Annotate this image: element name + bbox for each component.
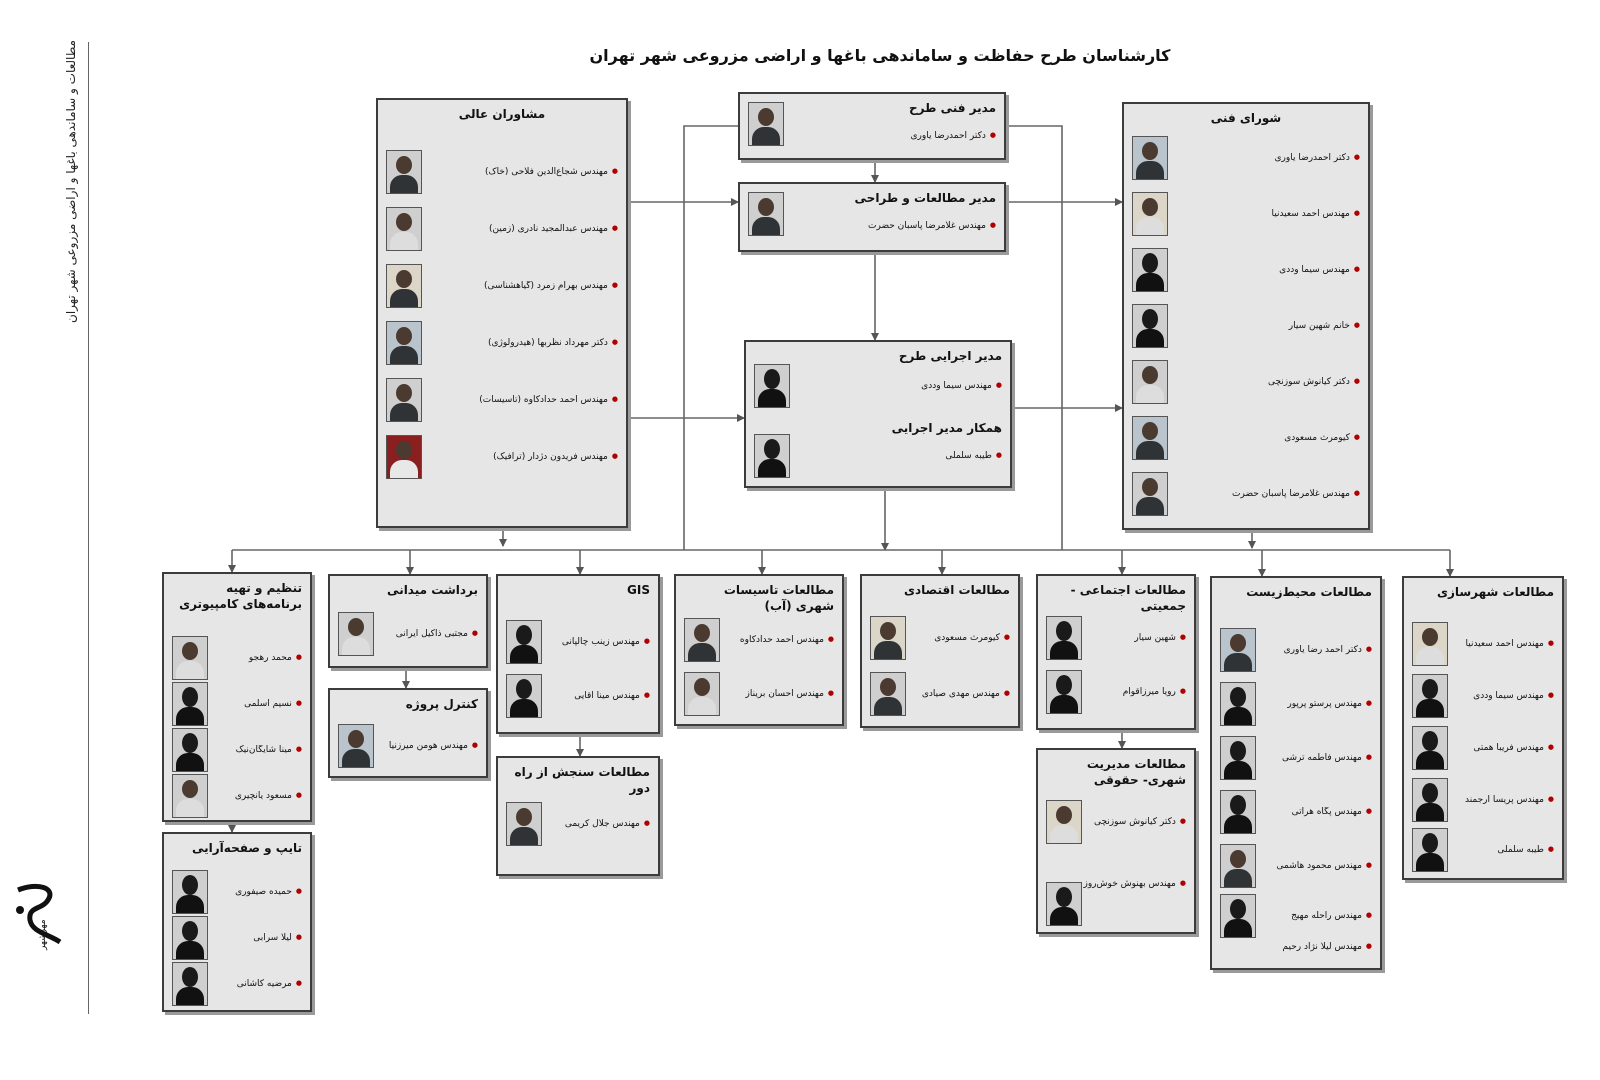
member-name: ● دکتر احمدرضا یاوری xyxy=(1168,153,1362,163)
tech-council-box xyxy=(1122,102,1370,530)
member-name: ● مهندس سیما وددی xyxy=(790,381,1004,391)
member-name: ● مهندس سیما وددی xyxy=(1168,265,1362,275)
member-name: ● دکتر کیانوش سوزنچی xyxy=(1168,377,1362,387)
member-name: ● طیبه سلملی xyxy=(1448,845,1556,855)
member-name: ● مهندس بهرام زمرد (گیاهشناسی) xyxy=(422,281,620,291)
photo xyxy=(1220,682,1256,726)
urban-planning-box xyxy=(1402,576,1564,880)
member-name: ● مهندس پریسا ارجمند xyxy=(1448,795,1556,805)
member-name: ● مهندس زینب چالپانی xyxy=(542,637,652,647)
side-caption: مطالعات و ساماندهی باغها و اراضی مزروعی شهر تهران xyxy=(64,40,78,323)
advisors-box xyxy=(376,98,628,528)
member-name: ● دکتر کیانوش سوزنچی xyxy=(1082,817,1188,827)
photo xyxy=(1046,882,1082,926)
photo xyxy=(506,674,542,718)
photo xyxy=(506,802,542,846)
photo xyxy=(1046,800,1082,844)
photo xyxy=(386,321,422,365)
member-name: ● کیومرث مسعودی xyxy=(906,633,1012,643)
photo xyxy=(870,672,906,716)
member-name: ● مهندس شجاع‌الدین فلاحی (خاک) xyxy=(422,167,620,177)
photo xyxy=(1132,472,1168,516)
photo xyxy=(172,728,208,772)
member-name: ● مهندس احمد حدادکاوه (تاسیسات) xyxy=(422,395,620,405)
urban-planning-title: مطالعات شهرسازی xyxy=(1436,585,1554,599)
tech-manager-title: مدیر فنی طرح xyxy=(909,101,996,115)
member-name: ● مهندس لیلا نژاد رحیم xyxy=(1220,932,1374,952)
photo xyxy=(1220,628,1256,672)
member-name: ● مینا شایگان‌نیک xyxy=(208,745,304,755)
photo xyxy=(754,434,790,478)
member-name: ● مهندس غلامرضا پاسبان حضرت xyxy=(1168,489,1362,499)
member-name: ● مهندس مهدی صیادی xyxy=(906,689,1012,699)
member-name: ● مرضیه کاشانی xyxy=(208,979,304,989)
member-name: ● مهندس محمود هاشمی xyxy=(1256,861,1374,871)
member-name: ● مهندس پرستو پرپور xyxy=(1256,699,1374,709)
photo xyxy=(1220,736,1256,780)
photo xyxy=(684,618,720,662)
photo xyxy=(748,102,784,146)
member-name: ● خانم شهین سیار xyxy=(1168,321,1362,331)
economic-box xyxy=(860,574,1020,728)
member-name: ● مهندس جلال کریمی xyxy=(542,819,652,829)
economic-title: مطالعات اقتصادی xyxy=(903,583,1010,597)
member-name: ● مهندس مینا آقایی xyxy=(542,691,652,701)
typing-title: تایپ و صفحه‌آرایی xyxy=(192,841,302,855)
environment-title: مطالعات محیط‌زیست xyxy=(1246,585,1372,599)
member-name: ● محمد رهجو xyxy=(208,653,304,663)
member-name: ● مهندس غلامرضا پاسبان حضرت xyxy=(784,197,998,231)
photo xyxy=(386,435,422,479)
photo xyxy=(1046,670,1082,714)
remote-box xyxy=(496,756,660,876)
chart-title: کارشناسان طرح حفاظت و ساماندهی باغها و اراضی مزروعی شهر تهران xyxy=(589,46,1171,65)
photo xyxy=(870,616,906,660)
member-name: ● کیومرث مسعودی xyxy=(1168,433,1362,443)
photo xyxy=(1412,828,1448,872)
logo-text: مهرشهر xyxy=(38,919,48,950)
photo xyxy=(1132,416,1168,460)
member-name: ● مهندس بهنوش خوش‌روز xyxy=(1082,879,1188,909)
gis-title: GIS xyxy=(627,583,650,597)
member-name: ● مجتبی ذاکیل ایرانی xyxy=(374,629,480,639)
exec-manager-title: مدیر اجرایی طرح xyxy=(898,349,1002,363)
field-title: برداشت میدانی xyxy=(387,583,478,597)
member-name: ● نسیم اسلمی xyxy=(208,699,304,709)
member-name: ● مهندس احمد حدادکاوه xyxy=(720,635,836,645)
photo xyxy=(754,364,790,408)
photo xyxy=(172,916,208,960)
member-name: ● مهندس پگاه هراتی xyxy=(1256,807,1374,817)
photo xyxy=(1132,304,1168,348)
photo xyxy=(1412,778,1448,822)
project-control-box xyxy=(328,688,488,778)
member-name: ● مهندس احسان بریناز xyxy=(720,689,836,699)
environment-box xyxy=(1210,576,1382,970)
photo xyxy=(172,962,208,1006)
advisors-title: مشاوران عالی xyxy=(458,107,546,121)
social-title: مطالعات اجتماعی - جمعیتی xyxy=(1070,583,1186,614)
photo xyxy=(338,612,374,656)
photo xyxy=(1046,616,1082,660)
typing-box xyxy=(162,832,312,1012)
member-name: ● مهندس راحله مهیج xyxy=(1256,911,1374,921)
photo xyxy=(1132,192,1168,236)
photo xyxy=(1412,674,1448,718)
utilities-title: مطالعات تاسیسات شهری (آب) xyxy=(723,583,834,614)
member-name: ● رویا میرزاقوام xyxy=(1082,687,1188,697)
urban-management-title: مطالعات مدیریت شهری- حقوقی xyxy=(1086,757,1186,788)
photo xyxy=(386,264,422,308)
photo xyxy=(386,207,422,251)
photo xyxy=(338,724,374,768)
photo xyxy=(386,378,422,422)
photo xyxy=(1412,726,1448,770)
member-name: ● دکتر مهرداد نظربها (هیدرولوژی) xyxy=(422,338,620,348)
gis-box xyxy=(496,574,660,734)
field-box xyxy=(328,574,488,668)
photo xyxy=(386,150,422,194)
photo xyxy=(1412,622,1448,666)
exec-manager-box xyxy=(744,340,1012,488)
studies-manager-title: مدیر مطالعات و طراحی xyxy=(854,191,996,205)
exec-assistant-title: همکار مدیر اجرایی xyxy=(891,421,1002,435)
photo xyxy=(172,682,208,726)
urban-management-box xyxy=(1036,748,1196,934)
side-divider xyxy=(88,42,89,1014)
member-name: ● حمیده صیفوری xyxy=(208,887,304,897)
member-name: ● مهندس احمد سعیدنیا xyxy=(1168,209,1362,219)
tech-manager-box xyxy=(738,92,1006,160)
photo xyxy=(1132,136,1168,180)
photo xyxy=(1132,360,1168,404)
remote-title: مطالعات سنجش از راه دور xyxy=(514,765,650,796)
logo xyxy=(8,880,78,1010)
member-name: ● مهندس فریبا همتی xyxy=(1448,743,1556,753)
photo xyxy=(1132,248,1168,292)
studies-manager-box xyxy=(738,182,1006,252)
social-box xyxy=(1036,574,1196,730)
member-name: ● طیبه سلملی xyxy=(790,451,1004,461)
member-name: ● مهندس عبدالمجید نادری (زمین) xyxy=(422,224,620,234)
member-name: ● دکتر احمد رضا یاوری xyxy=(1256,645,1374,655)
photo xyxy=(506,620,542,664)
photo xyxy=(684,672,720,716)
computer-box xyxy=(162,572,312,822)
member-name: ● مهندس هومن میرزنیا xyxy=(374,741,480,751)
member-name: ● شهین سیار xyxy=(1082,633,1188,643)
photo xyxy=(172,774,208,818)
photo xyxy=(1220,790,1256,834)
member-name: ● مسعود یانچیری xyxy=(208,791,304,801)
member-name: ● مهندس سیما وددی xyxy=(1448,691,1556,701)
photo xyxy=(1220,844,1256,888)
utilities-box xyxy=(674,574,844,726)
photo xyxy=(172,870,208,914)
photo xyxy=(748,192,784,236)
computer-title: تنظیم و تهیه برنامه‌های کامپیوتری xyxy=(179,581,302,612)
member-name: ● لیلا سرابی xyxy=(208,933,304,943)
project-control-title: کنترل پروژه xyxy=(405,697,478,711)
member-name: ● مهندس فاطمه ترشی xyxy=(1256,753,1374,763)
member-name: ● مهندس فریدون دژدار (ترافیک) xyxy=(422,452,620,462)
tech-council-title: شورای فنی xyxy=(1210,111,1282,125)
member-name: ● مهندس احمد سعیدنیا xyxy=(1448,639,1556,649)
member-name: ● دکتر احمدرضا یاوری xyxy=(784,107,998,141)
photo xyxy=(172,636,208,680)
